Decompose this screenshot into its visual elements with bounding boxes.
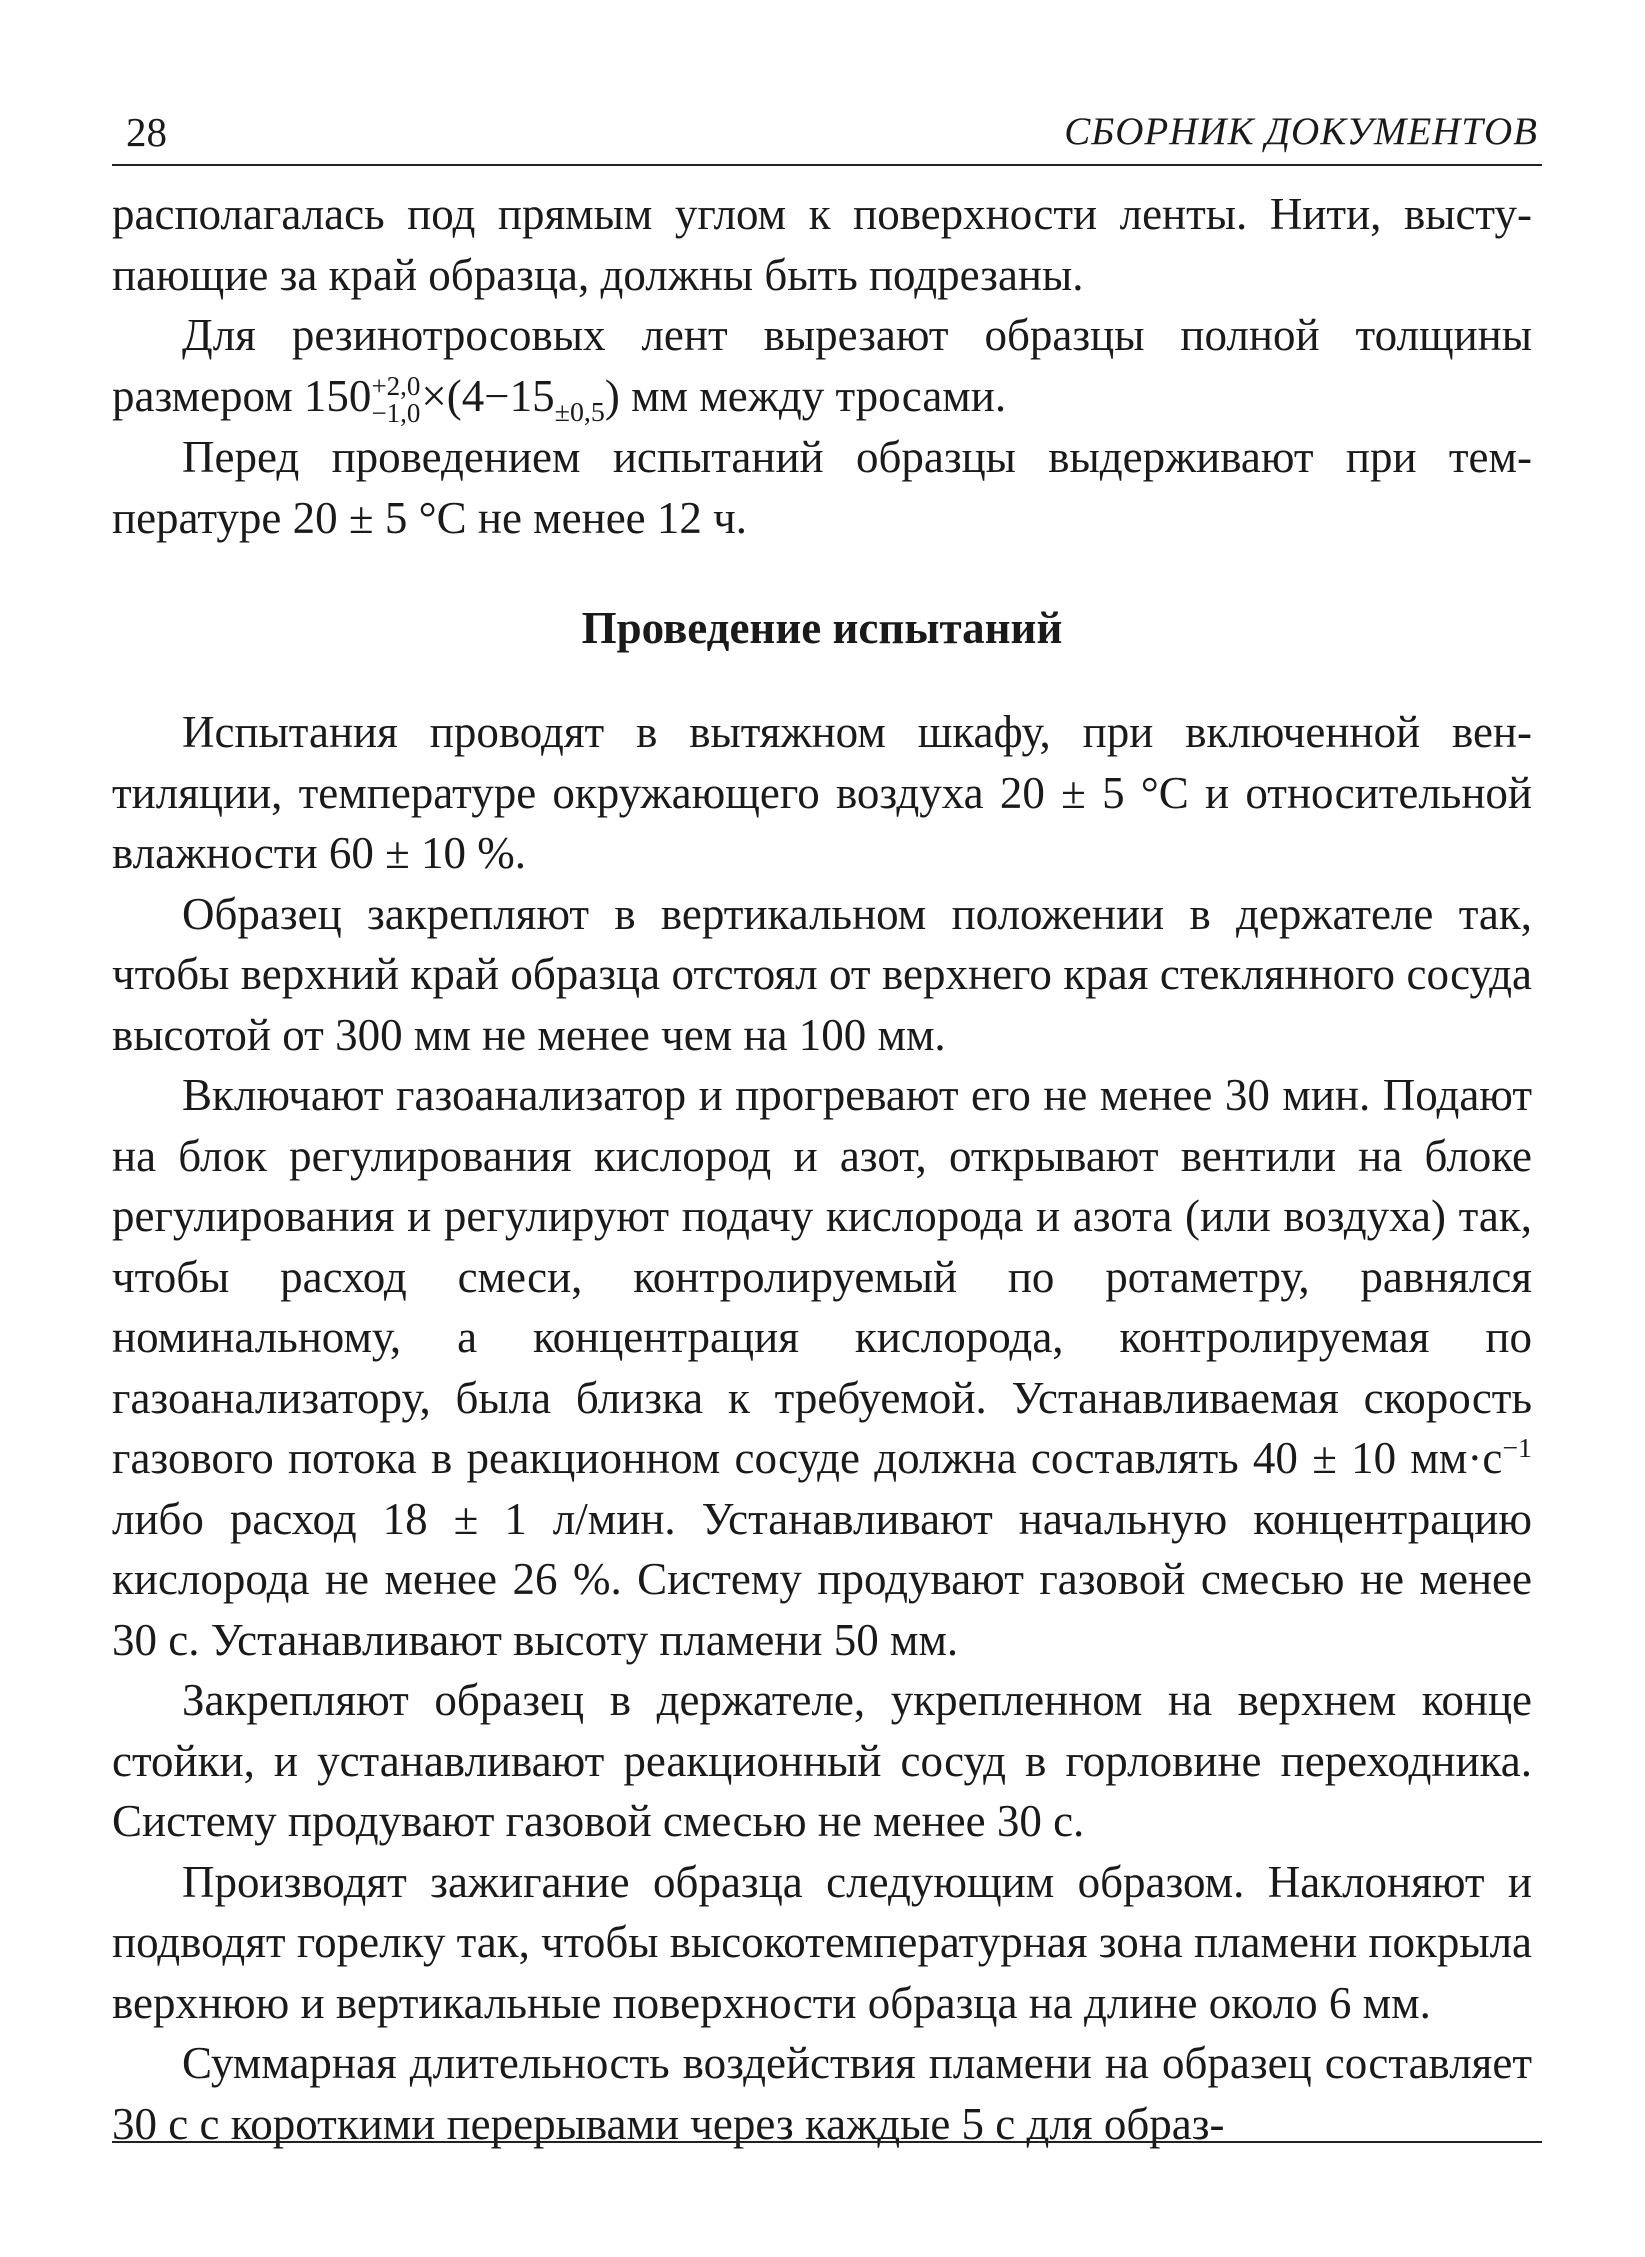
paragraph-text: ×(4−15 — [421, 370, 555, 421]
tolerance-upper: +2,0 — [371, 371, 421, 402]
footer-rule — [112, 2141, 1542, 2143]
page-header — [112, 100, 1542, 166]
paragraph-specimen-mounting: Образец закрепляют в вертикальном положении в держателе так, чтобы верхний край образца отстоял от верхнего края стеклянного сосуда высотой от 300 мм не менее чем на 100 мм. — [112, 888, 1532, 1060]
paragraph-test-conditions: Испытания проводят в вытяжном шкафу, при включенной вентиляции, температуре окружающего воздуха 20 ± 5 °С и относительной влажности 60 ± 10 %. — [112, 707, 1532, 879]
subscript: ±0,5 — [554, 396, 605, 428]
paragraph-specimen-fixing: Закрепляют образец в держателе, укрепленном на верхнем конце стойки, и устанавливают реакционный сосуд в горловине переходника. Систему продувают газовой смесью не менее 30 с. — [112, 1675, 1532, 1847]
paragraph-continuation: располагалась под прямым углом к поверхности ленты. Нити, выступающие за край образца, должны быть подрезаны. — [112, 189, 1532, 300]
paragraph-sample-size — [112, 305, 1532, 427]
running-head: СБОРНИК ДОКУМЕНТОВ — [1064, 110, 1538, 153]
paragraph-flame-duration: Суммарная длительность воздействия пламени на образец составляет 30 с с короткими перерывами через каждые 5 с для образ- — [112, 2038, 1532, 2149]
paragraph-gas-setup — [112, 1065, 1532, 1670]
paragraph-text: Включают газоанализатор и прогревают его не менее 30 мин. Подают на блок регулирования кислород и азот, открывают вентили на блоке регулирования и регулируют подачу кислорода и азота (или воздуха) так, чтобы расход смеси, контролируемый по ротаметру, равнялся номинальному, а концентрация кислорода, контролируемая по газоанализатору, была близка к требуемой. Устанавливаемая скорость газового потока в реакционном сосуде должна составлять 40 ± 10 мм·с — [112, 1070, 1532, 1484]
paragraph-text: либо расход 18 ± 1 л/мин. Устанавливают начальную концентрацию кислорода не менее 26 %. Систему продувают газовой смесью не менее 30 с. Устанавливают высоту пламени 50 мм. — [112, 1493, 1532, 1665]
superscript: −1 — [1502, 1433, 1532, 1465]
paragraph-text: Для резинотросовых лент вырезают образцы полной толщины размером 150 — [112, 310, 1532, 421]
paragraph-ignition: Производят зажигание образца следующим образом. Наклоняют и подводят горелку так, чтобы высокотемпературная зона пламени покрыла верхнюю и вертикальные поверхности образца на длине около 6 мм. — [112, 1856, 1533, 2028]
tolerance-lower: −1,0 — [371, 398, 421, 429]
section-heading: Проведение испытаний — [581, 603, 1063, 654]
page-number: 28 — [126, 109, 167, 155]
paragraph-text: ) мм между тросами. — [604, 370, 1007, 421]
page-body — [112, 184, 1532, 2154]
paragraph-conditioning: Перед проведением испытаний образцы выдерживают при температуре 20 ± 5 °С не менее 12 ч. — [112, 432, 1532, 543]
tolerance-fraction — [371, 373, 420, 427]
